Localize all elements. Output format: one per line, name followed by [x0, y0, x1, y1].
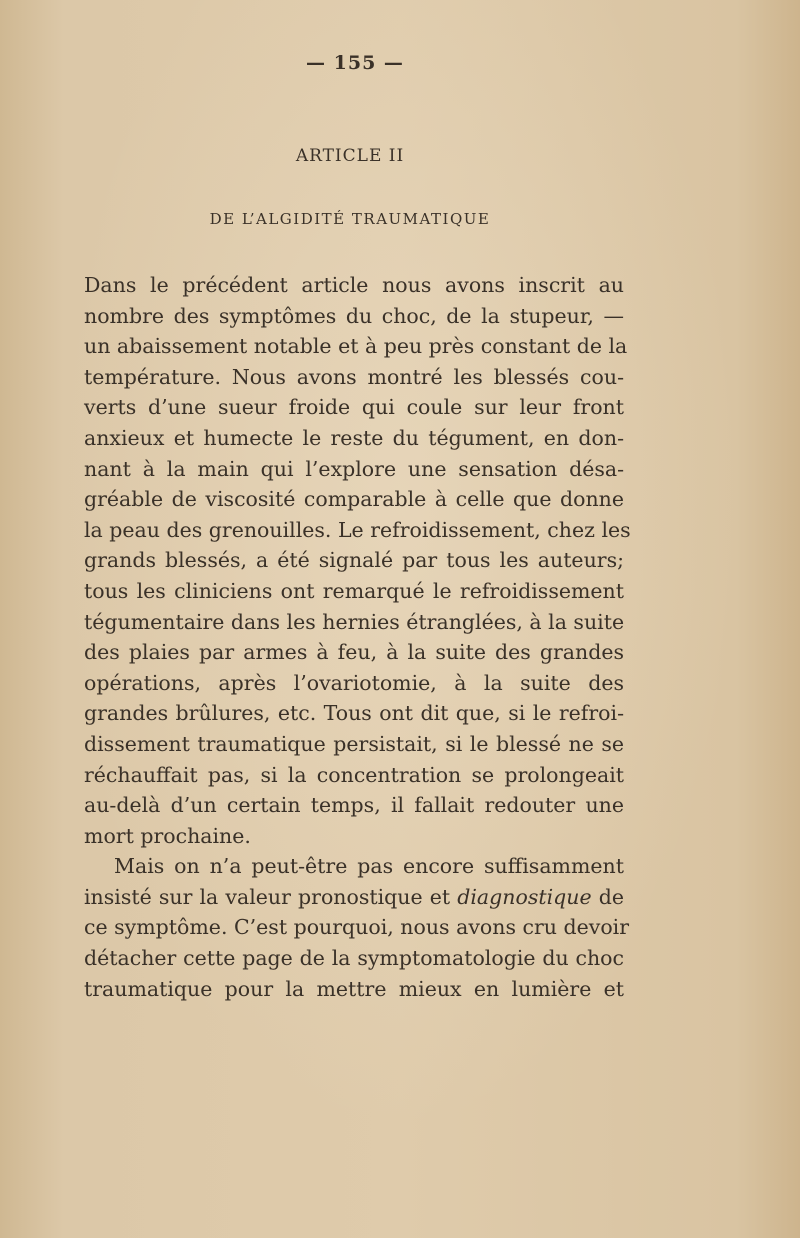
text-line: nombre des symptômes du choc, de la stupeur, — [84, 303, 624, 328]
text-line: dissement traumatique persistait, si le blessé ne se [84, 731, 624, 756]
text-line: verts d’une sueur froide qui coule sur leur front [84, 395, 624, 420]
text-line: température. Nous avons montré les blessés cou- [84, 364, 624, 389]
text-line: au-delà d’un certain temps, il fallait redouter une [84, 793, 624, 818]
italic-word: diagnostique [457, 884, 592, 909]
text-line: anxieux et humecte le reste du tégument, en don- [84, 425, 624, 450]
text-line: des plaies par armes à feu, à la suite des grandes [84, 640, 624, 665]
body-text [84, 270, 631, 1004]
text-line: un abaissement notable et à peu près constant de la [84, 334, 628, 359]
text-line: Dans le précédent article nous avons inscrit au [84, 273, 624, 297]
text-line: opérations, après l’ovariotomie, à la suite des [84, 670, 624, 695]
text-line: réchauffait pas, si la concentration se prolongeait [84, 762, 624, 787]
text-line: ce symptôme. C’est pourquoi, nous avons cru devoir [84, 915, 630, 940]
text-segment: de [598, 884, 624, 909]
text-line: gréable de viscosité comparable à celle que donne [84, 487, 624, 512]
text-line: détacher cette page de la symptomatologie du choc [84, 946, 624, 971]
text-segment: insisté sur la valeur pronostique et [84, 884, 451, 909]
text-line: tous les cliniciens ont remarqué le refroidissement [84, 578, 624, 603]
text-line: mort prochaine. [84, 823, 251, 848]
section-title: DE L’ALGIDITÉ TRAUMATIQUE [209, 210, 491, 228]
text-line: nant à la main qui l’explore une sensation désa- [84, 456, 624, 481]
article-heading: ARTICLE II [295, 146, 405, 166]
text-line: grands blessés, a été signalé par tous les auteurs; [84, 548, 624, 573]
text-line: traumatique pour la mettre mieux en lumière et [84, 976, 624, 1001]
text-line: la peau des grenouilles. Le refroidissement, chez les [84, 517, 631, 542]
page-number: — 155 — [306, 52, 404, 74]
text-line: Mais on n’a peut-être pas encore suffisamment [114, 854, 624, 879]
text-line [84, 882, 624, 913]
text-line: grandes brûlures, etc. Tous ont dit que, si le refroi- [84, 701, 624, 726]
text-line: tégumentaire dans les hernies étranglées, à la suite [84, 609, 625, 634]
